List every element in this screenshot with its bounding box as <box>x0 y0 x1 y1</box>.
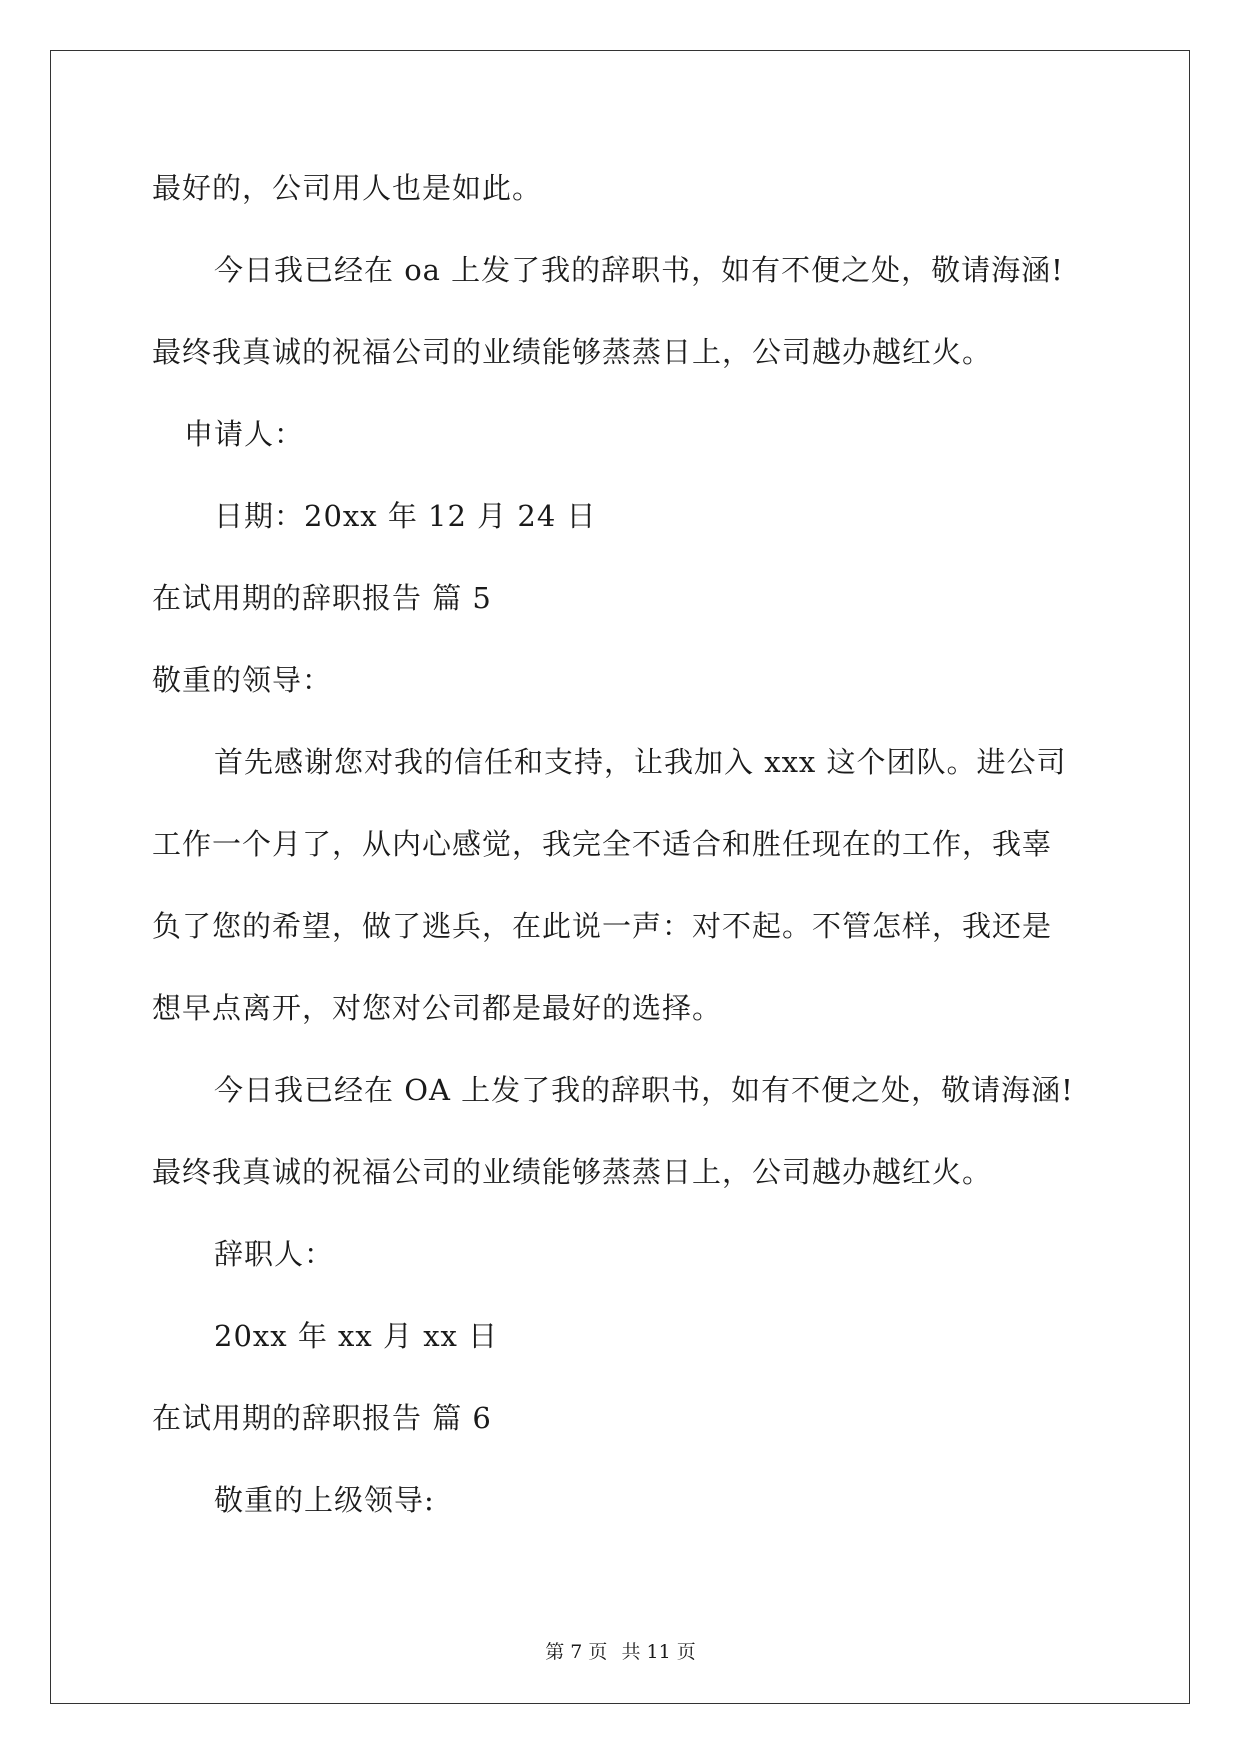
date-line: 日期：20xx 年 12 月 24 日 <box>214 499 597 533</box>
salutation: 敬重的上级领导: <box>214 1483 435 1517</box>
page-footer <box>0 1640 1241 1664</box>
section-heading: 在试用期的辞职报告 篇 6 <box>152 1401 492 1435</box>
text-line: 今日我已经在 oa 上发了我的辞职书，如有不便之处，敬请海涵! <box>214 253 1064 287</box>
page-number: 第 7 页 <box>545 1641 608 1663</box>
applicant-label: 申请人： <box>184 417 305 451</box>
section-heading: 在试用期的辞职报告 篇 5 <box>152 581 492 615</box>
page-border <box>50 50 1190 1704</box>
text-line: 工作一个月了，从内心感觉，我完全不适合和胜任现在的工作，我辜 <box>152 827 1053 861</box>
text-line: 负了您的希望，做了逃兵，在此说一声：对不起。不管怎样，我还是 <box>152 909 1053 943</box>
resigner-label: 辞职人： <box>214 1237 335 1271</box>
text-line: 最好的，公司用人也是如此。 <box>152 171 543 205</box>
page-total: 共 11 页 <box>621 1641 696 1663</box>
salutation: 敬重的领导： <box>152 663 333 697</box>
text-line: 首先感谢您对我的信任和支持，让我加入 xxx 这个团队。进公司 <box>214 745 1067 779</box>
text-line: 今日我已经在 OA 上发了我的辞职书，如有不便之处，敬请海涵! <box>214 1073 1074 1107</box>
text-line: 最终我真诚的祝福公司的业绩能够蒸蒸日上，公司越办越红火。 <box>152 335 993 369</box>
date-line: 20xx 年 xx 月 xx 日 <box>214 1319 499 1353</box>
text-line: 想早点离开，对您对公司都是最好的选择。 <box>152 991 723 1025</box>
text-line: 最终我真诚的祝福公司的业绩能够蒸蒸日上，公司越办越红火。 <box>152 1155 993 1189</box>
